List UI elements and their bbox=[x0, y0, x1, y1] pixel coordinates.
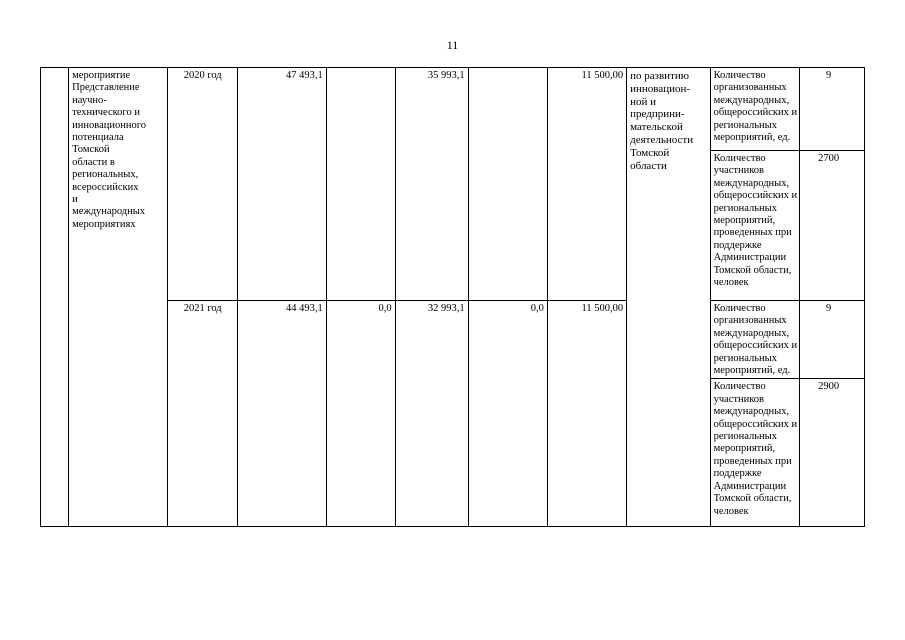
indicator-line: поддержке bbox=[713, 468, 762, 480]
regional-cell: 35 993,1 bbox=[395, 68, 468, 301]
indicator-cell bbox=[710, 151, 800, 301]
executor-line: Томской bbox=[630, 146, 670, 159]
indicator-cell bbox=[710, 68, 800, 151]
indicator-line: общероссийских и bbox=[713, 107, 798, 119]
extra-budget-cell: 11 500,00 bbox=[547, 68, 626, 301]
federal-cell bbox=[326, 68, 395, 301]
event-line: региональных, bbox=[72, 169, 139, 181]
event-line: международных bbox=[72, 206, 146, 218]
table-row bbox=[41, 68, 865, 151]
indicator-line: общероссийских и bbox=[713, 418, 798, 430]
event-line: научно- bbox=[72, 94, 107, 106]
indicator-line: международных, bbox=[713, 406, 790, 418]
event-line: и bbox=[72, 194, 78, 206]
executor-line: предприни- bbox=[630, 108, 685, 121]
executor-cell bbox=[627, 68, 710, 527]
indicator-line: мероприятий, ед. bbox=[713, 132, 791, 144]
indicator-line: региональных bbox=[713, 119, 777, 131]
event-line: Представление bbox=[72, 82, 140, 94]
indicator-line: проведенных при bbox=[713, 227, 792, 239]
indicator-line: мероприятий, ед. bbox=[713, 365, 791, 377]
indicator-line: проведенных при bbox=[713, 455, 792, 467]
indicator-line: мероприятий, bbox=[713, 215, 776, 227]
year-cell: 2020 год bbox=[168, 68, 238, 301]
indicator-line: региональных bbox=[713, 202, 777, 214]
indicator-line: участников bbox=[713, 393, 765, 405]
indicator-line: международных, bbox=[713, 94, 790, 106]
page-number: 11 bbox=[446, 38, 459, 52]
indicator-line: Количество bbox=[713, 381, 766, 393]
regional-cell: 32 993,1 bbox=[395, 301, 468, 527]
local-cell bbox=[468, 68, 547, 301]
total-cell: 44 493,1 bbox=[238, 301, 327, 527]
indicator-line: Администрации bbox=[713, 252, 787, 264]
indicator-line: международных, bbox=[713, 177, 790, 189]
executor-line: ной и bbox=[630, 95, 657, 108]
local-cell: 0,0 bbox=[468, 301, 547, 527]
executor-line: инновацион- bbox=[630, 82, 691, 95]
event-line: потенциала bbox=[72, 132, 124, 144]
indicator-line: поддержке bbox=[713, 239, 762, 251]
indicator-line: участников bbox=[713, 165, 765, 177]
indicator-line: Администрации bbox=[713, 480, 787, 492]
indicator-line: Количество bbox=[713, 303, 766, 314]
total-cell: 47 493,1 bbox=[238, 68, 327, 301]
event-line: инновационного bbox=[72, 119, 147, 131]
indicator-line: общероссийских и bbox=[713, 190, 798, 202]
event-line: всероссийских bbox=[72, 181, 139, 193]
executor-line: мательской bbox=[630, 121, 683, 134]
event-line: мероприятие bbox=[72, 70, 131, 81]
program-table bbox=[40, 67, 865, 527]
indicator-line: человек bbox=[713, 277, 749, 289]
event-name-cell bbox=[69, 68, 168, 527]
executor-line: области bbox=[630, 159, 667, 172]
indicator-value-cell: 2900 bbox=[800, 379, 865, 527]
event-line: мероприятиях bbox=[72, 218, 136, 230]
event-line: Томской bbox=[72, 144, 110, 156]
indicator-value-cell: 9 bbox=[800, 68, 865, 151]
row-index-cell bbox=[41, 68, 69, 527]
executor-line: деятельности bbox=[630, 133, 694, 146]
indicator-line: Количество bbox=[713, 70, 766, 81]
indicator-line: Томской области, bbox=[713, 493, 792, 505]
event-line: области в bbox=[72, 156, 115, 168]
executor-line: по развитию bbox=[630, 70, 689, 82]
event-line: технического и bbox=[72, 107, 140, 119]
indicator-line: региональных bbox=[713, 352, 777, 364]
indicator-line: региональных bbox=[713, 431, 777, 443]
indicator-line: общероссийских и bbox=[713, 340, 798, 352]
extra-budget-cell: 11 500,00 bbox=[547, 301, 626, 527]
indicator-line: мероприятий, bbox=[713, 443, 776, 455]
indicator-value-cell: 9 bbox=[800, 301, 865, 379]
indicator-cell bbox=[710, 301, 800, 379]
year-cell: 2021 год bbox=[168, 301, 238, 527]
indicator-value-cell: 2700 bbox=[800, 151, 865, 301]
indicator-line: организованных bbox=[713, 315, 787, 327]
indicator-line: организованных bbox=[713, 82, 787, 94]
indicator-line: Томской области, bbox=[713, 264, 792, 276]
indicator-line: международных, bbox=[713, 327, 790, 339]
indicator-line: человек bbox=[713, 505, 749, 517]
indicator-cell bbox=[710, 379, 800, 527]
indicator-line: Количество bbox=[713, 153, 766, 164]
federal-cell: 0,0 bbox=[326, 301, 395, 527]
